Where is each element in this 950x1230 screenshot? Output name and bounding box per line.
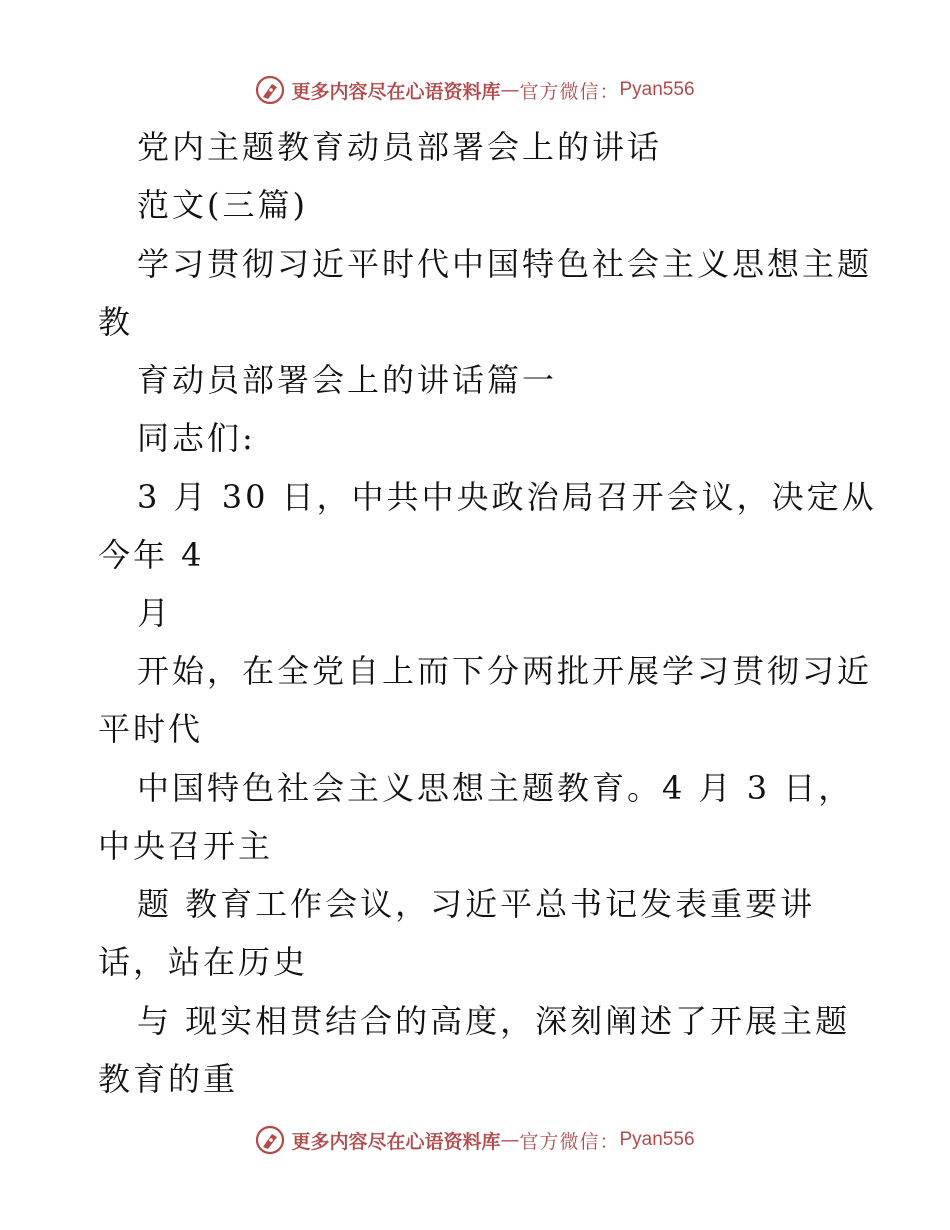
paragraph-line: 话，站在历史	[98, 943, 309, 981]
paragraph-line: 中国特色社会主义思想主题教育。4 月 3 日，	[137, 769, 854, 807]
paragraph-line: 教	[98, 303, 134, 341]
paragraph-line: 中央召开主	[98, 827, 274, 865]
paragraph-line: 月	[137, 594, 173, 632]
watermark-wechat-id: Pyan556	[619, 79, 695, 100]
document-title-line-2: 范文(三篇)	[137, 186, 308, 224]
paragraph-line: 3 月 30 日，中共中央政治局召开会议，决定从	[137, 478, 877, 516]
watermark-separator: —	[500, 1129, 520, 1151]
watermark-text: 更多内容尽在心语资料库	[291, 80, 501, 103]
paragraph-line: 今年 4	[98, 536, 205, 574]
document-title-line-1: 党内主题教育动员部署会上的讲话	[137, 128, 663, 166]
watermark-label: 官方微信：	[519, 1130, 620, 1153]
paragraph-line: 学习贯彻习近平时代中国特色社会主义思想主题	[137, 245, 873, 283]
salutation-line: 同志们:	[137, 419, 256, 457]
watermark-text: 更多内容尽在心语资料库	[291, 1130, 501, 1153]
watermark-separator: —	[500, 79, 520, 101]
paragraph-line: 题 教育工作会议，习近平总书记发表重要讲	[137, 885, 816, 923]
paragraph-line: 教育的重	[98, 1060, 239, 1098]
pen-nib-logo-icon	[255, 1125, 285, 1155]
footer-watermark	[0, 1120, 950, 1160]
paragraph-line: 与 现实相贯结合的高度，深刻阐述了开展主题	[137, 1002, 851, 1040]
watermark-wechat-id: Pyan556	[619, 1129, 695, 1150]
paragraph-line: 育动员部署会上的讲话篇一	[137, 361, 558, 399]
paragraph-line: 平时代	[98, 710, 204, 748]
watermark-label: 官方微信：	[519, 80, 620, 103]
paragraph-line: 开始，在全党自上而下分两批开展学习贯彻习近	[137, 652, 873, 690]
